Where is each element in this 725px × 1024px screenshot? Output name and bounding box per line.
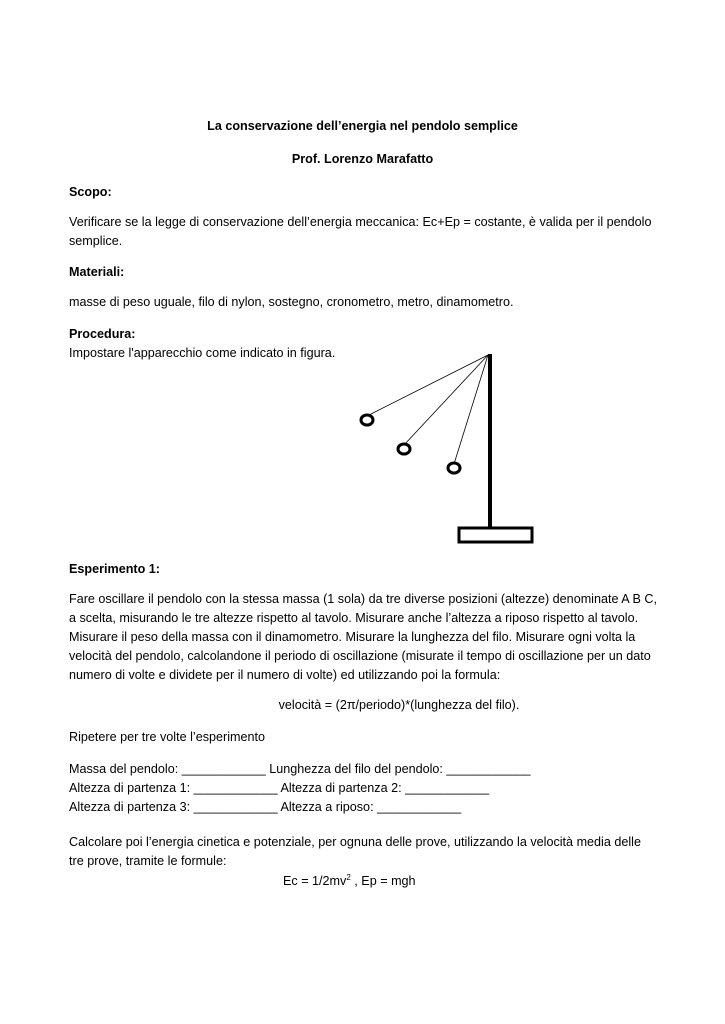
document-title: La conservazione dell’energia nel pendolo semplice	[207, 119, 518, 133]
energy-calc-instruction: Calcolare poi l’energia cinetica e potenziale, per ognuna delle prove, utilizzando la velocità media delle tre prove, tramite le formule:	[69, 835, 641, 868]
materiali-heading: Materiali:	[69, 265, 125, 279]
energy-formula	[283, 872, 416, 891]
scopo-heading: Scopo:	[69, 185, 112, 199]
pendulum-mass-a	[361, 415, 373, 425]
materiali-text: masse di peso uguale, filo di nylon, sostegno, cronometro, metro, dinamometro.	[69, 295, 514, 309]
esperimento1-heading: Esperimento 1:	[69, 562, 160, 576]
field-line-height-3-rest: Altezza di partenza 3: ____________ Altezza a riposo: ____________	[69, 800, 462, 814]
pendulum-mass-b	[398, 444, 410, 454]
pendulum-figure	[340, 345, 550, 550]
pendulum-string-b	[404, 355, 488, 445]
scopo-text: Verificare se la legge di conservazione dell’energia meccanica: Ec+Ep = costante, è valida per il pendolo semplice.	[69, 215, 652, 248]
procedura-text: Impostare l'apparecchio come indicato in figura.	[69, 346, 336, 360]
velocity-formula: velocità = (2π/periodo)*(lunghezza del filo).	[278, 698, 520, 712]
velocity-exponent: 2	[346, 873, 351, 882]
potential-energy-formula: , Ep = mgh	[350, 874, 416, 888]
field-line-mass-length: Massa del pendolo: ____________ Lunghezza del filo del pendolo: ____________	[69, 762, 531, 776]
repeat-instruction: Ripetere per tre volte l’esperimento	[69, 730, 265, 744]
pendulum-mass-c	[448, 463, 460, 473]
field-line-heights-1-2: Altezza di partenza 1: ____________ Altezza di partenza 2: ____________	[69, 781, 490, 795]
document-author: Prof. Lorenzo Marafatto	[291, 152, 434, 166]
esperimento1-paragraph: Fare oscillare il pendolo con la stessa massa (1 sola) da tre diverse posizioni (altezze) denominate A B C, a scelta, misurando le tre altezze rispetto al tavolo. Misurare anche l’altezza a riposo rispetto al tavolo. Misurare il peso della massa con il dinamometro. Misurare la lunghezza del filo. Misurare ogni volta la velocità del pendolo, calcolandone il periodo di oscillazione (misurate il tempo di oscillazione per un dato numero di volte e dividete per il numero di volte) ed utilizzando poi la formula:	[69, 592, 657, 682]
pendulum-stand-base	[459, 528, 532, 542]
pendulum-string-a	[367, 355, 488, 416]
kinetic-energy-formula: Ec = 1/2mv	[283, 874, 347, 888]
pendulum-string-c	[454, 355, 488, 464]
procedura-heading: Procedura:	[69, 327, 136, 341]
pendulum-stand-pole	[488, 354, 492, 529]
